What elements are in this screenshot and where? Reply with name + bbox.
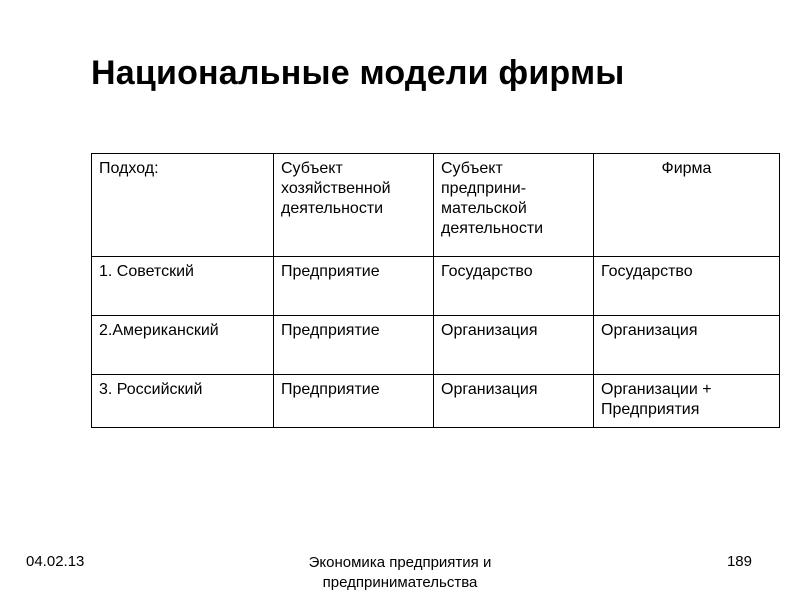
- slide-title: Национальные модели фирмы: [91, 54, 625, 92]
- row-model-name: 1. Советский: [92, 257, 274, 316]
- header-firm: Фирма: [594, 154, 780, 257]
- row-model-name: 2.Американский: [92, 316, 274, 375]
- footer-date: 04.02.13: [26, 553, 85, 570]
- table-header-row: [92, 154, 780, 257]
- row-economic-subject: Предприятие: [274, 375, 434, 428]
- footer-course-title: [0, 553, 800, 593]
- row-firm: Государство: [594, 257, 780, 316]
- row-entrepreneurial-subject: Организация: [434, 375, 594, 428]
- header-entrepreneurial-subject: Субъект предприни-мательской деятельности: [434, 154, 594, 257]
- row-model-name: 3. Российский: [92, 375, 274, 428]
- row-firm: Организация: [594, 316, 780, 375]
- row-economic-subject: Предприятие: [274, 257, 434, 316]
- models-table: [91, 153, 780, 428]
- table-row: [92, 316, 780, 375]
- footer-page-number: 189: [726, 553, 752, 570]
- row-entrepreneurial-subject: Государство: [434, 257, 594, 316]
- header-approach: Подход:: [92, 154, 274, 257]
- table-row: [92, 257, 780, 316]
- row-firm: Организации + Предприятия: [594, 375, 780, 428]
- table-row: [92, 375, 780, 428]
- footer-course-line1: Экономика предприятия и: [308, 554, 492, 571]
- header-economic-subject: Субъект хозяйственной деятельности: [274, 154, 434, 257]
- row-entrepreneurial-subject: Организация: [434, 316, 594, 375]
- row-economic-subject: Предприятие: [274, 316, 434, 375]
- footer-course-line2: предпринимательства: [322, 574, 478, 591]
